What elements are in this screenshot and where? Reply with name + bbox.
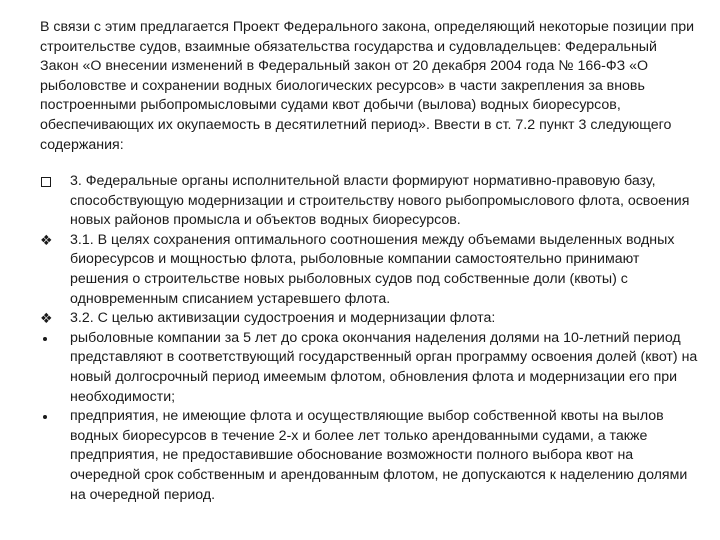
list-item-text: 3.1. В целях сохранения оптимального соотношения между объемами выделенных водных биоресурсов и мощностью флота, рыболовные компании самостоятельно принимают решения о строительстве новых рыболовных судов под собственные доли (квоты) с одновременным списанием устаревшего флота. — [70, 231, 675, 307]
square-bullet-icon — [40, 172, 60, 192]
diamond-bullet-icon: ❖ — [40, 232, 53, 249]
list-item-text: 3.2. С целью активизации судостроения и модернизации флота: — [70, 310, 496, 327]
intro-paragraph: В связи с этим предлагается Проект Федерального закона, определяющий некоторые позиции при строительстве судов, взаимные обязательства государства и судовладельцев: Федеральный Закон «О внесении изменений в Федеральный закон от 20 декабря 2004 года № 166-ФЗ «О рыболовстве и сохранении водных биологических ресурсов» в части закрепления за вновь построенными рыбопромысловыми судами квот добычи (вылова) водных биоресурсов, обеспечивающих их окупаемость в десятилетний период». Ввести в ст. 7.2 пункт 3 следующего содержания: — [40, 19, 695, 153]
list-item-text: предприятия, не имеющие флота и осуществляющие выбор собственной квоты на вылов водных биоресурсов в течение 2-х и более лет только арендованными судами, а также предприятия, не предоставившие обоснование возможности полного выбора квот на очередной срок собственным и арендованным флотом, не допускаются к наделению долями на очередной период. — [70, 408, 688, 503]
bullet-list — [40, 172, 700, 505]
list-item — [40, 172, 700, 231]
list-item — [40, 407, 700, 505]
list-item — [40, 329, 700, 407]
list-item — [40, 231, 700, 309]
list-item-text: 3. Федеральные органы исполнительной власти формируют нормативно-правовую базу, способствующую модернизации и строительству нового рыбопромыслового флота, освоения новых районов промысла и объектов водных биоресурсов. — [70, 173, 690, 229]
dot-bullet-icon — [40, 407, 60, 427]
list-item — [40, 309, 700, 329]
dot-bullet-icon — [40, 329, 60, 349]
diamond-bullet-icon: ❖ — [40, 310, 53, 327]
list-item-text: рыболовные компании за 5 лет до срока окончания наделения долями на 10-летний период представляют в соответствующий государственный орган программу освоения долей (квот) на новый долгосрочный период имеемым флотом, обновления флота и модернизации его при необходимости; — [70, 329, 698, 405]
